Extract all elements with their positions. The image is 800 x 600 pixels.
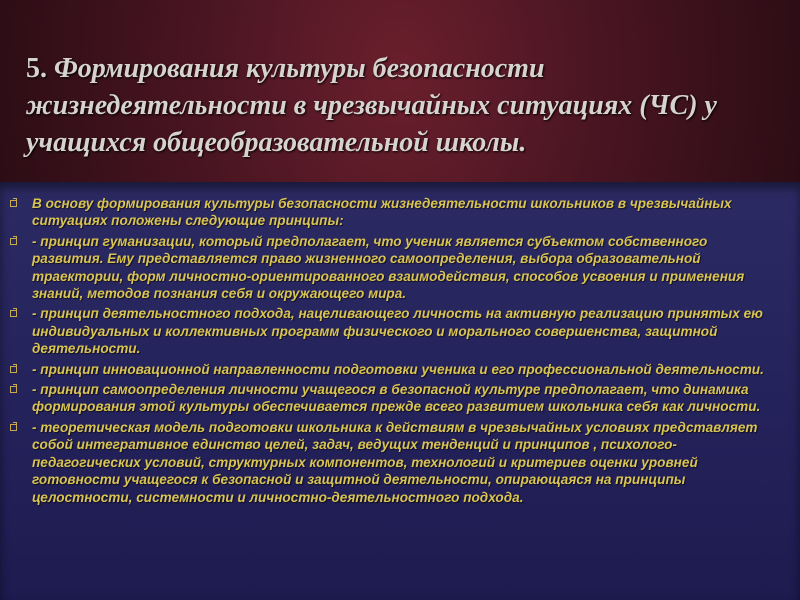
square-bullet-icon — [10, 366, 17, 373]
slide-title — [26, 50, 776, 161]
square-bullet-icon — [10, 238, 17, 245]
list-item — [10, 233, 778, 303]
square-bullet-icon — [10, 386, 17, 393]
content-panel — [0, 182, 800, 600]
list-item-text: - принцип инновационной направленности подготовки ученика и его профессиональной деятельности. — [32, 361, 764, 377]
list-item-text: - теоретическая модель подготовки школьника к действиям в чрезвычайных условиях представляет собой интегративное единство целей, задач, ведущих тенденций и принципов , психолого-педагогических условий, структурных компонентов, технологий и критериев оценки уровней готовности учащегося к безопасной и защитной деятельности, опирающаяся на принципы целостности, системности и личностно-деятельностного подхода. — [32, 419, 758, 505]
list-item — [10, 419, 778, 506]
list-item-text: - принцип деятельностного подхода, нацеливающего личность на активную реализацию принятых ею индивидуальных и коллективных программ физического и морального совершенства, защитной деятельности. — [32, 306, 763, 357]
list-item — [10, 361, 778, 378]
square-bullet-icon — [10, 200, 17, 207]
list-item-text: - принцип гуманизации, который предполагает, что ученик является субъектом собственного развития. Ему представляется право жизненного самоопределения, выбора образовательной траектории, форм личностно-ориентированного взаимодействия, способов усвоения и применения знаний, методов познания себя и окружающего мира. — [32, 233, 745, 302]
list-item — [10, 381, 778, 416]
list-item-text: В основу формирования культуры безопасности жизнедеятельности школьников в чрезвычайных ситуациях положены следующие принципы: — [32, 196, 732, 229]
slide-title-number: 5. — [26, 53, 47, 84]
square-bullet-icon — [10, 310, 17, 317]
list-item — [10, 305, 778, 357]
principles-list — [0, 182, 800, 506]
list-item — [10, 195, 778, 230]
list-item-text: - принцип самоопределения личности учащегося в безопасной культуре предполагает, что динамика формирования этой культуры обеспечивается прежде всего развитием школьника себя как личности. — [32, 382, 761, 415]
slide-title-text: Формирования культуры безопасности жизнедеятельности в чрезвычайных ситуациях (ЧС) у учащихся общеобразовательной школы. — [26, 53, 717, 158]
square-bullet-icon — [10, 424, 17, 431]
